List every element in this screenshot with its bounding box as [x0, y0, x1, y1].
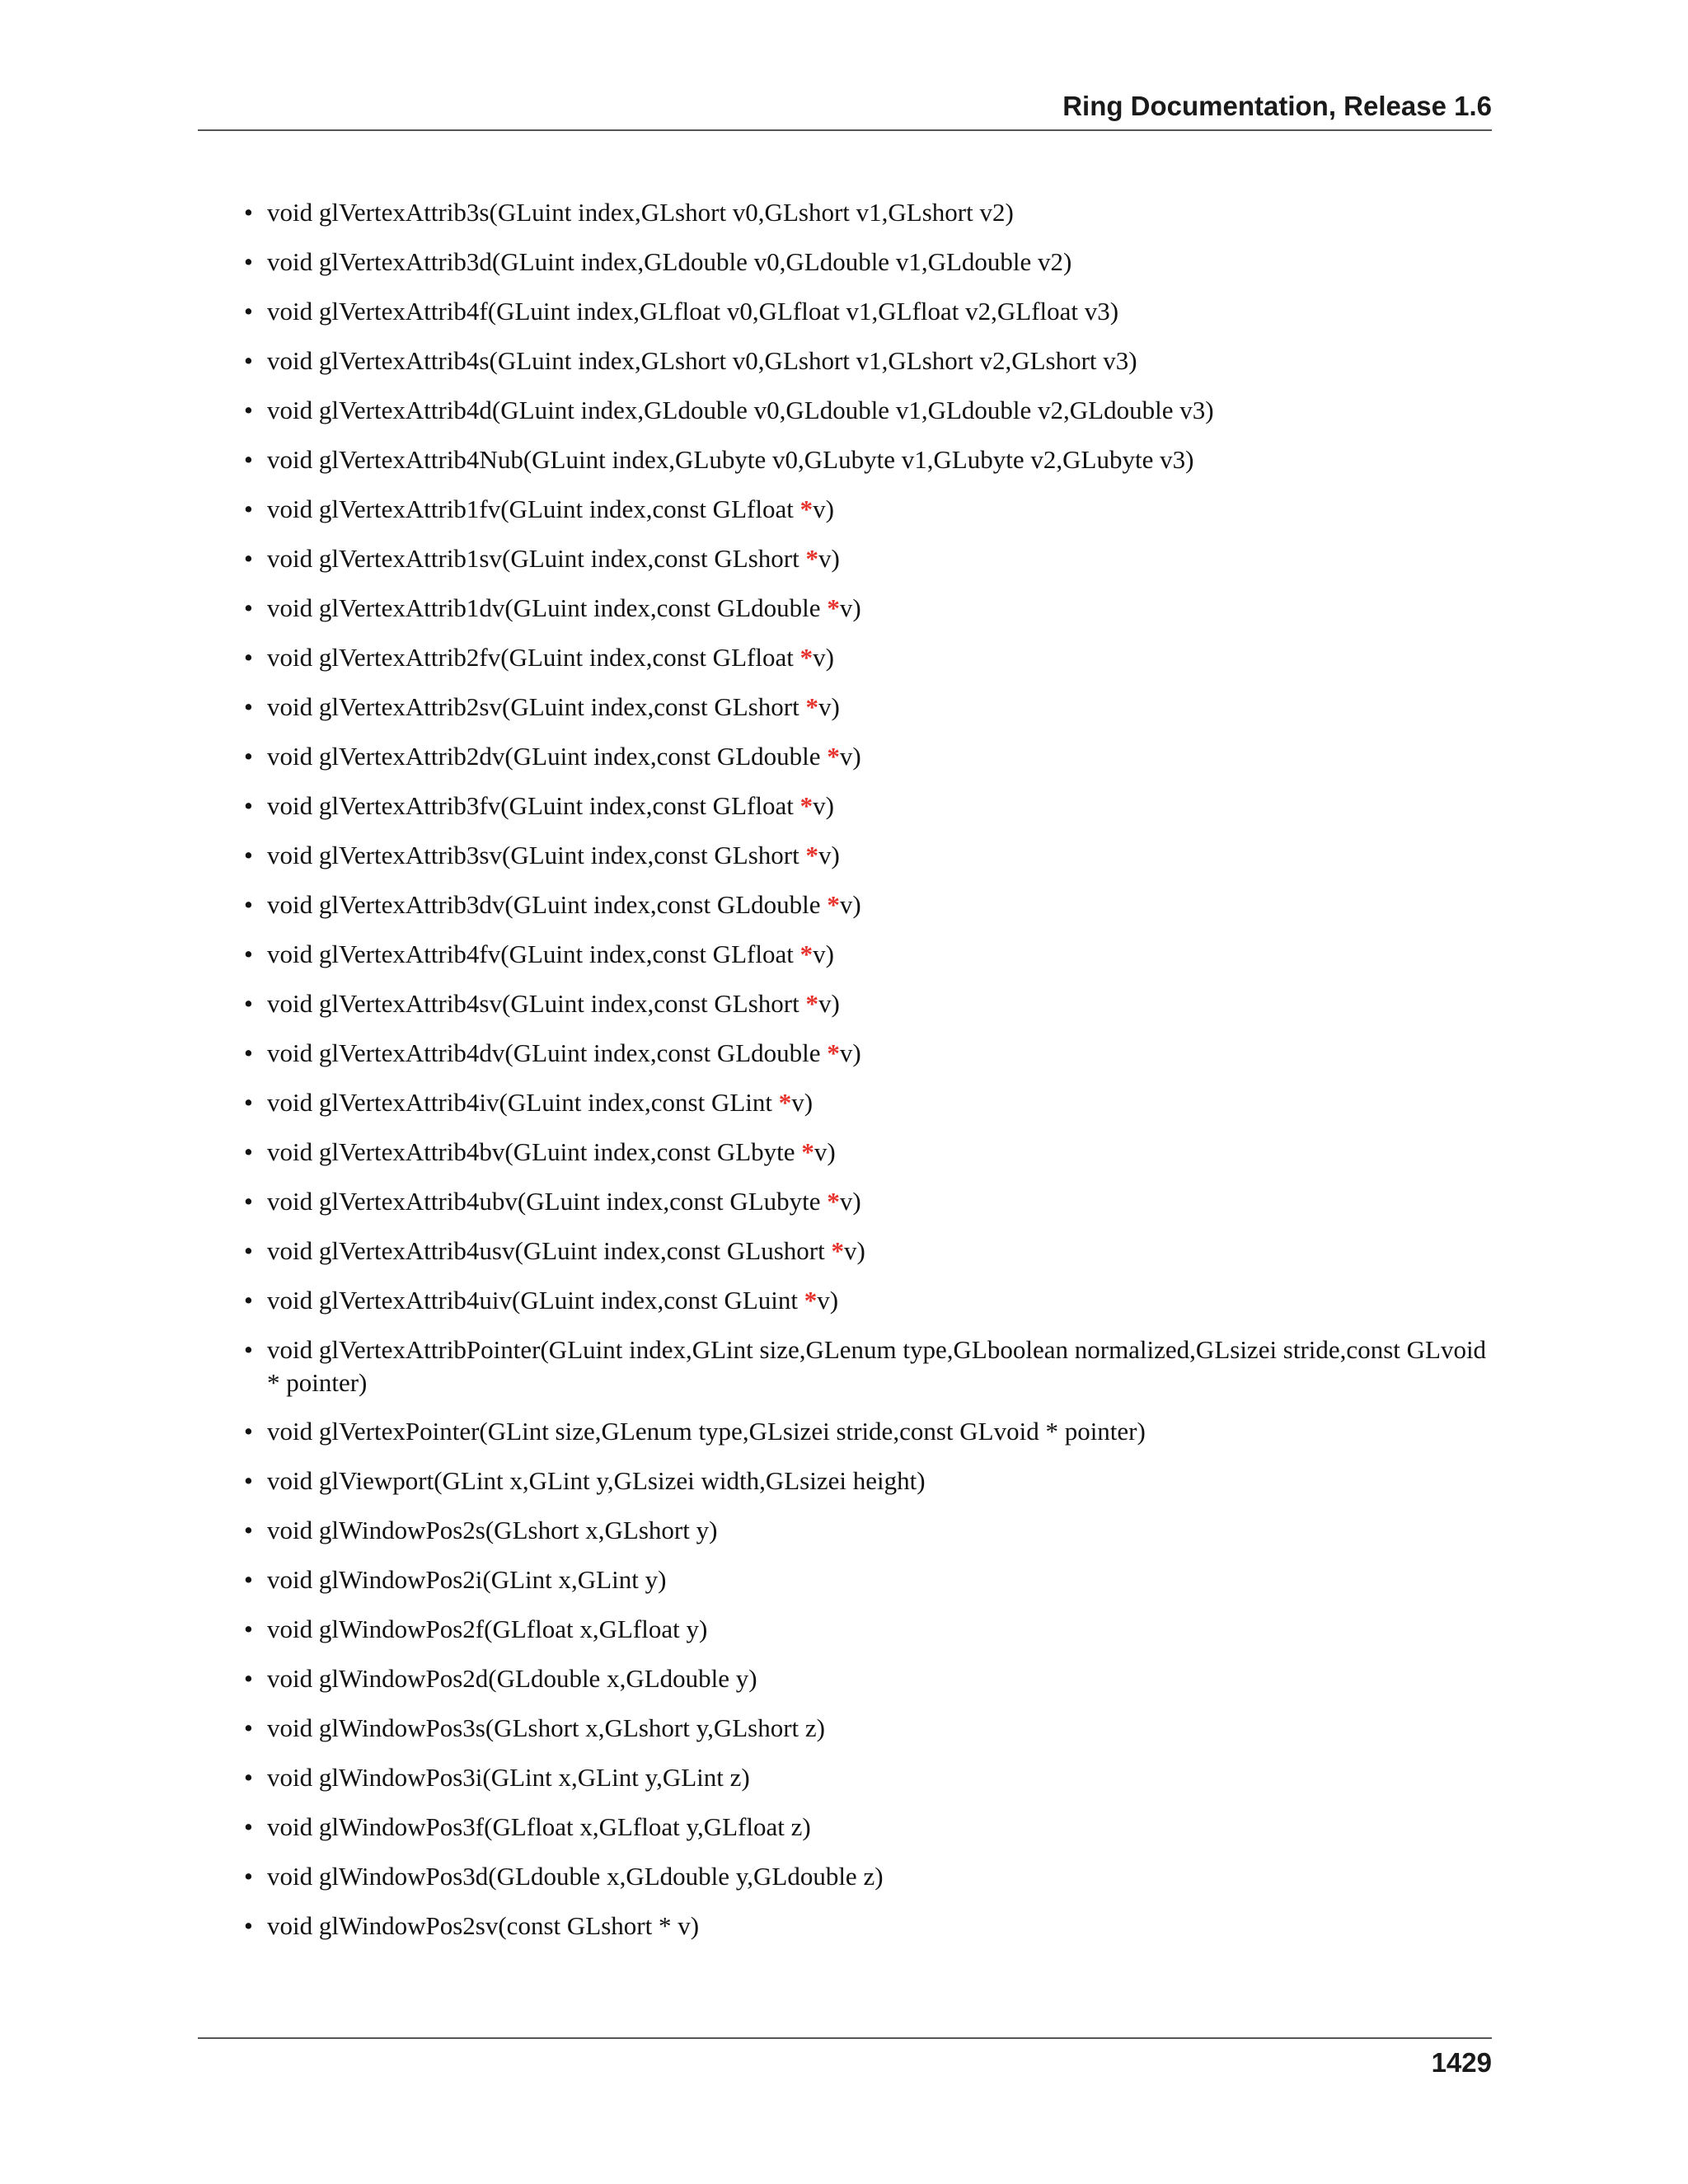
bullet-icon: • — [244, 1565, 253, 1594]
list-item — [244, 691, 1492, 724]
bullet-icon: • — [244, 940, 253, 968]
function-signature-end: v) — [818, 692, 840, 721]
bullet-icon: • — [244, 1335, 253, 1364]
bullet-icon: • — [244, 1516, 253, 1544]
list-item — [244, 1037, 1492, 1070]
function-signature: void glVertexAttrib3sv(GLuint index,const GLshort — [267, 841, 806, 869]
bullet-icon: • — [244, 791, 253, 820]
bullet-icon: • — [244, 692, 253, 721]
function-signature: void glViewport(GLint x,GLint y,GLsizei width,GLsizei height) — [267, 1466, 926, 1495]
pointer-asterisk: * — [827, 1187, 840, 1216]
function-signature: void glVertexAttrib3d(GLuint index,GLdouble v0,GLdouble v1,GLdouble v2) — [267, 247, 1072, 276]
bullet-icon: • — [244, 742, 253, 771]
list-item — [244, 1235, 1492, 1268]
function-signature-end: v) — [813, 494, 834, 523]
function-signature-end: v) — [839, 1187, 861, 1216]
function-signature: void glWindowPos3d(GLdouble x,GLdouble y,GLdouble z) — [267, 1862, 884, 1891]
pointer-asterisk: * — [778, 1088, 792, 1117]
bullet-icon: • — [244, 1763, 253, 1792]
list-item — [244, 790, 1492, 823]
pointer-asterisk: * — [827, 890, 840, 919]
bullet-icon: • — [244, 1137, 253, 1166]
function-signature: void glVertexAttrib3s(GLuint index,GLshort v0,GLshort v1,GLshort v2) — [267, 198, 1014, 227]
function-signature-end: v) — [818, 989, 840, 1018]
list-item — [244, 1662, 1492, 1695]
list-item — [244, 246, 1492, 279]
function-signature: void glWindowPos2sv(const GLshort * v) — [267, 1911, 700, 1940]
bullet-icon: • — [244, 841, 253, 869]
function-signature: void glVertexAttrib4s(GLuint index,GLshort v0,GLshort v1,GLshort v2,GLshort v3) — [267, 346, 1137, 375]
bullet-icon: • — [244, 643, 253, 672]
function-signature: void glWindowPos2s(GLshort x,GLshort y) — [267, 1516, 718, 1544]
function-signature: void glWindowPos2i(GLint x,GLint y) — [267, 1565, 667, 1594]
bullet-icon: • — [244, 1417, 253, 1446]
list-item — [244, 1136, 1492, 1169]
pointer-asterisk: * — [799, 791, 814, 820]
list-item — [244, 1910, 1492, 1943]
function-signature: void glVertexAttrib4Nub(GLuint index,GLubyte v0,GLubyte v1,GLubyte v2,GLubyte v3) — [267, 445, 1194, 474]
function-signature-end: v) — [817, 1286, 839, 1315]
function-list — [244, 196, 1492, 1959]
list-item — [244, 888, 1492, 921]
list-item — [244, 592, 1492, 625]
function-signature: void glVertexAttrib4sv(GLuint index,const GLshort — [267, 989, 806, 1018]
list-item — [244, 1333, 1492, 1399]
bullet-icon: • — [244, 346, 253, 375]
function-signature-end: v) — [818, 544, 840, 573]
function-signature: void glWindowPos3s(GLshort x,GLshort y,GLshort z) — [267, 1713, 825, 1742]
function-signature: void glVertexAttrib4bv(GLuint index,const GLbyte — [267, 1137, 802, 1166]
function-signature: void glVertexAttrib1sv(GLuint index,const GLshort — [267, 544, 806, 573]
bullet-icon: • — [244, 1236, 253, 1265]
list-item — [244, 394, 1492, 427]
bullet-icon: • — [244, 989, 253, 1018]
function-signature-end: v) — [813, 791, 834, 820]
list-item — [244, 1761, 1492, 1794]
function-signature: void glVertexAttrib4f(GLuint index,GLfloat v0,GLfloat v1,GLfloat v2,GLfloat v3) — [267, 297, 1119, 326]
bullet-icon: • — [244, 396, 253, 424]
bullet-icon: • — [244, 1466, 253, 1495]
function-signature-end: v) — [844, 1236, 865, 1265]
function-signature: void glVertexAttrib4dv(GLuint index,const GLdouble — [267, 1038, 828, 1067]
function-signature: void glVertexAttrib4d(GLuint index,GLdouble v0,GLdouble v1,GLdouble v2,GLdouble v3) — [267, 396, 1214, 424]
list-item — [244, 344, 1492, 377]
pointer-asterisk: * — [805, 692, 818, 721]
list-item — [244, 1811, 1492, 1844]
function-signature: void glVertexAttribPointer(GLuint index,GLint size,GLenum type,GLboolean normalized,GLsizei stride,const GLvoid * pointer) — [267, 1335, 1487, 1397]
list-item — [244, 1284, 1492, 1317]
bullet-icon: • — [244, 593, 253, 622]
function-signature: void glVertexAttrib2dv(GLuint index,const GLdouble — [267, 742, 828, 771]
bullet-icon: • — [244, 1615, 253, 1643]
bullet-icon: • — [244, 247, 253, 276]
bullet-icon: • — [244, 890, 253, 919]
list-item — [244, 839, 1492, 872]
function-signature-end: v) — [814, 1137, 836, 1166]
list-item — [244, 1185, 1492, 1218]
list-item — [244, 443, 1492, 476]
pointer-asterisk: * — [831, 1236, 844, 1265]
list-item — [244, 1465, 1492, 1497]
function-signature-end: v) — [791, 1088, 814, 1117]
function-signature-end: v) — [839, 593, 861, 622]
bullet-icon: • — [244, 1911, 253, 1940]
bullet-icon: • — [244, 1088, 253, 1117]
function-signature: void glVertexPointer(GLint size,GLenum type,GLsizei stride,const GLvoid * pointer) — [267, 1417, 1146, 1446]
list-item — [244, 295, 1492, 328]
list-item — [244, 641, 1492, 674]
function-signature: void glWindowPos2f(GLfloat x,GLfloat y) — [267, 1615, 708, 1643]
list-item — [244, 938, 1492, 971]
bullet-icon: • — [244, 445, 253, 474]
footer-rule — [198, 2037, 1492, 2039]
function-signature-end: v) — [813, 940, 834, 968]
function-signature-end: v) — [818, 841, 840, 869]
list-item — [244, 1712, 1492, 1745]
function-signature-end: v) — [839, 742, 861, 771]
header-rule — [198, 129, 1492, 131]
function-signature: void glVertexAttrib4iv(GLuint index,const GLint — [267, 1088, 779, 1117]
list-item — [244, 987, 1492, 1020]
bullet-icon: • — [244, 198, 253, 227]
pointer-asterisk: * — [804, 1286, 818, 1315]
bullet-icon: • — [244, 1286, 253, 1315]
list-item — [244, 1514, 1492, 1547]
function-signature: void glVertexAttrib4usv(GLuint index,const GLushort — [267, 1236, 832, 1265]
list-item — [244, 1563, 1492, 1596]
list-item — [244, 542, 1492, 575]
page-number: 1429 — [1431, 2047, 1492, 2078]
bullet-icon: • — [244, 1187, 253, 1216]
running-header-title: Ring Documentation, Release 1.6 — [1062, 91, 1492, 121]
function-signature: void glVertexAttrib4ubv(GLuint index,const GLubyte — [267, 1187, 828, 1216]
function-signature-end: v) — [813, 643, 834, 672]
bullet-icon: • — [244, 1862, 253, 1891]
bullet-icon: • — [244, 1664, 253, 1693]
pointer-asterisk: * — [827, 593, 840, 622]
bullet-icon: • — [244, 1038, 253, 1067]
function-signature: void glVertexAttrib3fv(GLuint index,const GLfloat — [267, 791, 800, 820]
bullet-icon: • — [244, 1812, 253, 1841]
pointer-asterisk: * — [799, 494, 814, 523]
function-signature-end: v) — [839, 890, 861, 919]
pointer-asterisk: * — [805, 544, 818, 573]
bullet-icon: • — [244, 494, 253, 523]
function-signature: void glWindowPos3i(GLint x,GLint y,GLint z) — [267, 1763, 750, 1792]
list-item — [244, 1860, 1492, 1893]
function-signature-end: v) — [839, 1038, 861, 1067]
function-signature: void glVertexAttrib2sv(GLuint index,const GLshort — [267, 692, 806, 721]
list-item — [244, 1086, 1492, 1119]
list-item — [244, 493, 1492, 526]
function-signature: void glVertexAttrib4uiv(GLuint index,const GLuint — [267, 1286, 804, 1315]
function-signature: void glVertexAttrib1dv(GLuint index,const GLdouble — [267, 593, 828, 622]
list-item — [244, 740, 1492, 773]
function-signature: void glVertexAttrib1fv(GLuint index,const GLfloat — [267, 494, 800, 523]
bullet-icon: • — [244, 544, 253, 573]
list-item — [244, 196, 1492, 229]
list-item — [244, 1415, 1492, 1448]
pointer-asterisk: * — [799, 940, 814, 968]
function-signature: void glVertexAttrib3dv(GLuint index,const GLdouble — [267, 890, 828, 919]
function-signature: void glVertexAttrib2fv(GLuint index,const GLfloat — [267, 643, 800, 672]
pointer-asterisk: * — [827, 742, 840, 771]
function-signature: void glVertexAttrib4fv(GLuint index,const GLfloat — [267, 940, 800, 968]
function-signature: void glWindowPos3f(GLfloat x,GLfloat y,GLfloat z) — [267, 1812, 811, 1841]
function-signature: void glWindowPos2d(GLdouble x,GLdouble y) — [267, 1664, 757, 1693]
pointer-asterisk: * — [805, 841, 818, 869]
bullet-icon: • — [244, 1713, 253, 1742]
pointer-asterisk: * — [805, 989, 818, 1018]
pointer-asterisk: * — [799, 643, 814, 672]
list-item — [244, 1613, 1492, 1646]
bullet-icon: • — [244, 297, 253, 326]
pointer-asterisk: * — [827, 1038, 840, 1067]
pointer-asterisk: * — [801, 1137, 814, 1166]
